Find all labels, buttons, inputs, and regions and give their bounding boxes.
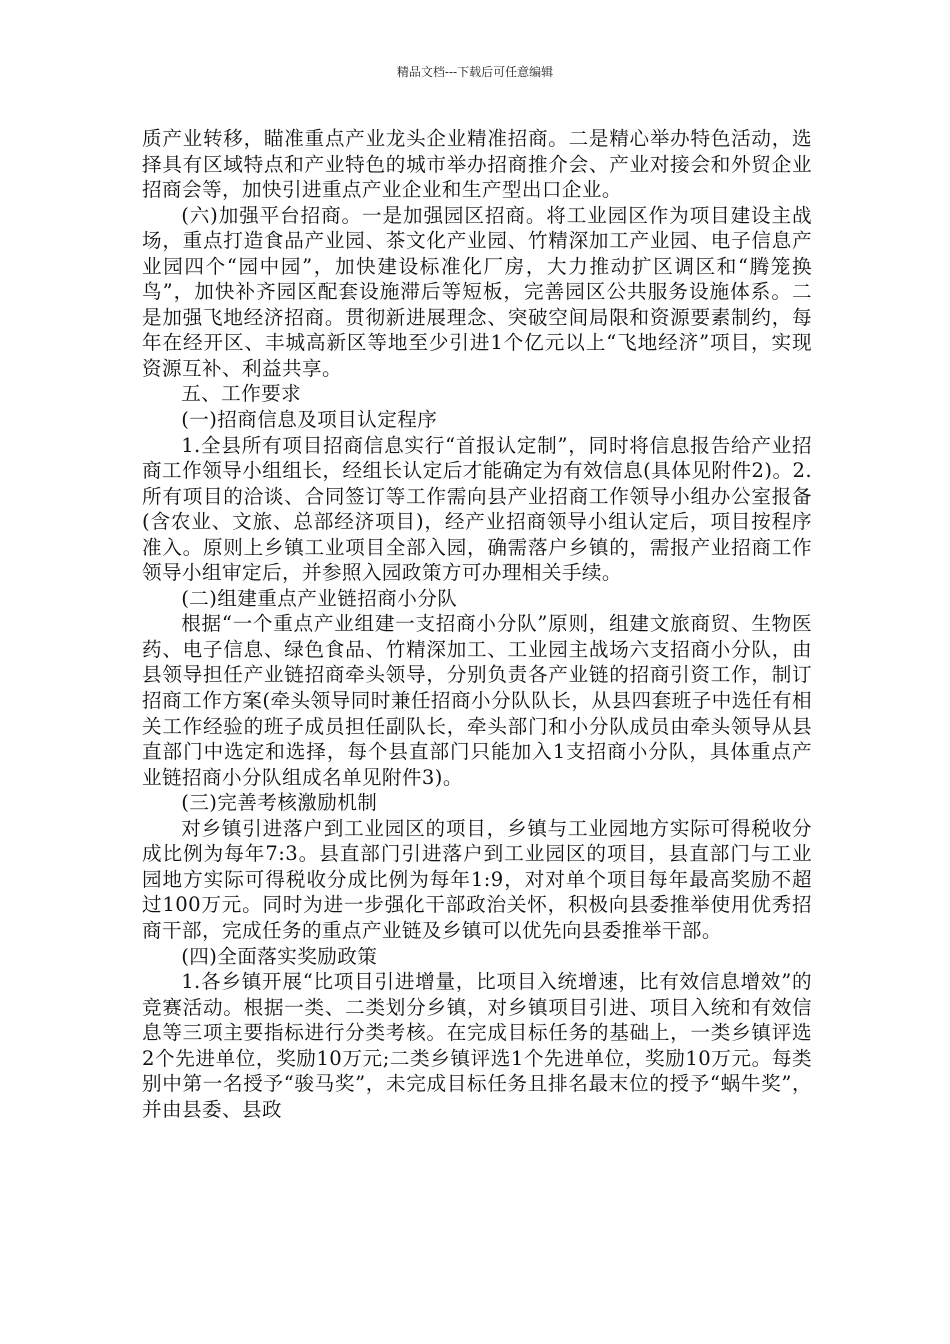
subheading-1: (一)招商信息及项目认定程序 — [181, 408, 438, 432]
document-body — [142, 126, 812, 1122]
paragraph-3: 1.全县所有项目招商信息实行“首报认定制”，同时将信息报告给产业招商工作领导小组组长，经组长认定后才能确定为有效信息(具体见附件2)。2.所有项目的洽谈、合同签订等工作需向县产业招商工作领导小组办公室报备(含农业、文旅、总部经济项目)，经产业招商领导小组认定后，项目按程序准入。原则上乡镇工业项目全部入园，确需落户乡镇的，需报产业招商工作领导小组审定后，并参照入园政策方可办理相关手续。 — [142, 433, 812, 585]
paragraph-4: 根据“一个重点产业组建一支招商小分队”原则，组建文旅商贸、生物医药、电子信息、绿色食品、竹精深加工、工业园主战场六支招商小分队，由县领导担任产业链招商牵头领导，分别负责各产业链的招商引资工作，制订招商工作方案(牵头领导同时兼任招商小分队队长，从县四套班子中选任有相关工作经验的班子成员担任副队长，牵头部门和小分队成员由牵头领导从县直部门中选定和选择，每个县直部门只能加入1支招商小分队，具体重点产业链招商小分队组成名单见附件3)。 — [142, 612, 812, 789]
subheading-3: (三)完善考核激励机制 — [181, 791, 378, 815]
paragraph-1: 质产业转移，瞄准重点产业龙头企业精准招商。二是精心举办特色活动，选择具有区域特点和产业特色的城市举办招商推介会、产业对接会和外贸企业招商会等，加快引进重点产业企业和生产型出口企业。 — [142, 127, 812, 202]
subheading-4: (四)全面落实奖励政策 — [181, 944, 378, 968]
paragraph-6: 1.各乡镇开展“比项目引进增量，比项目入统增速，比有效信息增效”的竞赛活动。根据一类、二类划分乡镇，对乡镇项目引进、项目入统和有效信息等三项主要指标进行分类考核。在完成目标任务的基础上，一类乡镇评选2个先进单位，奖励10万元;二类乡镇评选1个先进单位，奖励10万元。每类别中第一名授予“骏马奖”，未完成目标任务且排名最末位的授予“蜗牛奖”，并由县委、县政 — [142, 970, 812, 1121]
paragraph-5: 对乡镇引进落户到工业园区的项目，乡镇与工业园地方实际可得税收分成比例为每年7:3。县直部门引进落户到工业园区的项目，县直部门与工业园地方实际可得税收分成比例为每年1:9，对对单个项目每年最高奖励不超过100万元。同时为进一步强化干部政治关怀，积极向县委推举使用优秀招商干部，完成任务的重点产业链及乡镇可以优先向县委推举干部。 — [142, 816, 812, 942]
subheading-2: (二)组建重点产业链招商小分队 — [181, 586, 458, 610]
page-header: 精品文档---下载后可任意编辑 — [396, 65, 554, 79]
paragraph-2: (六)加强平台招商。一是加强园区招商。将工业园区作为项目建设主战场，重点打造食品产业园、茶文化产业园、竹精深加工产业园、电子信息产业园四个“园中园”，加快建设标准化厂房，大力推动扩区调区和“腾笼换鸟”，加快补齐园区配套设施滞后等短板，完善园区公共服务设施体系。二是加强飞地经济招商。贯彻新进展理念、突破空间局限和资源要素制约，每年在经开区、丰城高新区等地至少引进1个亿元以上“飞地经济”项目，实现资源互补、利益共享。 — [142, 203, 812, 380]
section-heading-5: 五、工作要求 — [181, 382, 302, 406]
